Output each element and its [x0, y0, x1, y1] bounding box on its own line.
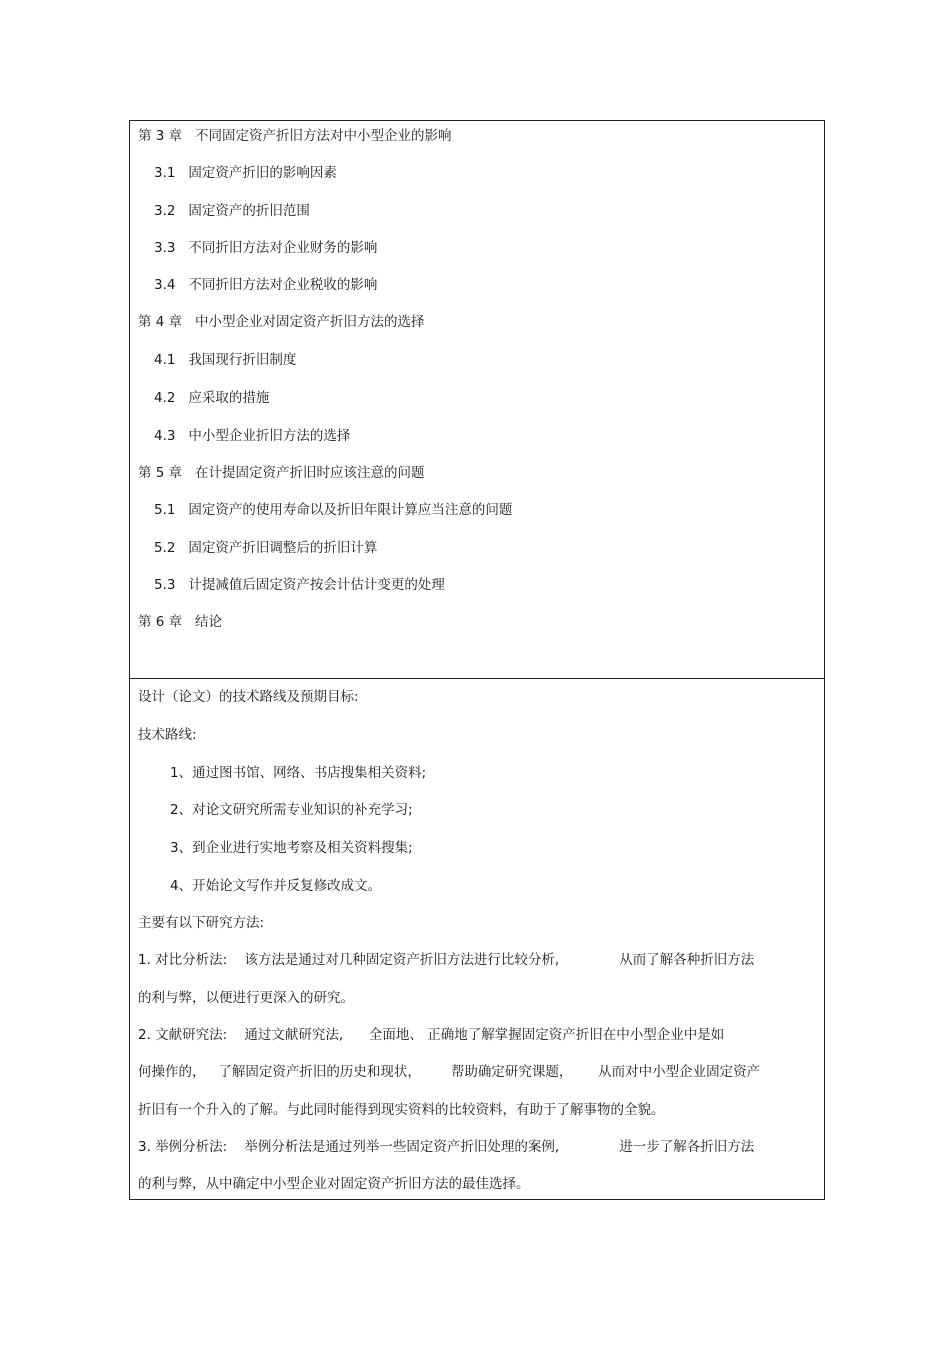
method-1-line: 的利与弊，以便进行更深入的研究。 — [138, 990, 354, 1006]
chapter-3-heading: 第 3 章 不同固定资产折旧方法对中小型企业的影响 — [138, 128, 452, 144]
chapter-6-heading: 第 6 章 结论 — [138, 614, 223, 630]
section-5-3: 5.3 计提减值后固定资产按会计估计变更的处理 — [154, 577, 445, 593]
chapter-5-heading: 第 5 章 在计提固定资产折旧时应该注意的问题 — [138, 465, 425, 481]
route-step: 1、通过图书馆、网络、书店搜集相关资料; — [170, 765, 427, 781]
table-row-divider — [130, 678, 824, 679]
method-1-line: 1. 对比分析法: 该方法是通过对几种固定资产折旧方法进行比较分析, 从而了解各种折旧方法 — [138, 952, 755, 968]
section-5-2: 5.2 固定资产折旧调整后的折旧计算 — [154, 540, 378, 556]
route-step: 3、到企业进行实地考察及相关资料搜集; — [170, 840, 413, 856]
section-3-4: 3.4 不同折旧方法对企业税收的影响 — [154, 277, 378, 293]
method-3-line: 3. 举例分析法: 举例分析法是通过列举一些固定资产折旧处理的案例, 进一步了解各折旧方法 — [138, 1139, 755, 1155]
section-5-1: 5.1 固定资产的使用寿命以及折旧年限计算应当注意的问题 — [154, 502, 513, 518]
section-3-2: 3.2 固定资产的折旧范围 — [154, 203, 310, 219]
proposal-table — [129, 120, 825, 1200]
method-2-line: 何操作的， 了解固定资产折旧的历史和现状， 帮助确定研究课题， 从而对中小型企业固定资产 — [138, 1064, 761, 1080]
chapter-4-heading: 第 4 章 中小型企业对固定资产折旧方法的选择 — [138, 314, 425, 330]
section-3-3: 3.3 不同折旧方法对企业财务的影响 — [154, 240, 378, 256]
section-4-1: 4.1 我国现行折旧制度 — [154, 352, 297, 368]
section-4-3: 4.3 中小型企业折旧方法的选择 — [154, 428, 351, 444]
method-2-line: 折旧有一个升入的了解。与此同时能得到现实资料的比较资料，有助于了解事物的全貌。 — [138, 1102, 665, 1118]
method-3-line: 的利与弊，从中确定中小型企业对固定资产折旧方法的最佳选择。 — [138, 1176, 530, 1192]
method-2-line: 2. 文献研究法: 通过文献研究法, 全面地、 正确地了解掌握固定资产折旧在中小型企业中是如 — [138, 1027, 725, 1043]
section-3-1: 3.1 固定资产折旧的影响因素 — [154, 165, 337, 181]
section-4-2: 4.2 应采取的措施 — [154, 390, 270, 406]
methods-heading: 主要有以下研究方法: — [138, 915, 265, 931]
route-step: 2、对论文研究所需专业知识的补充学习; — [170, 802, 413, 818]
route-step: 4、开始论文写作并反复修改成文。 — [170, 878, 382, 894]
route-heading: 设计（论文）的技术路线及预期目标: — [138, 689, 359, 705]
route-subheading: 技术路线: — [138, 727, 197, 743]
